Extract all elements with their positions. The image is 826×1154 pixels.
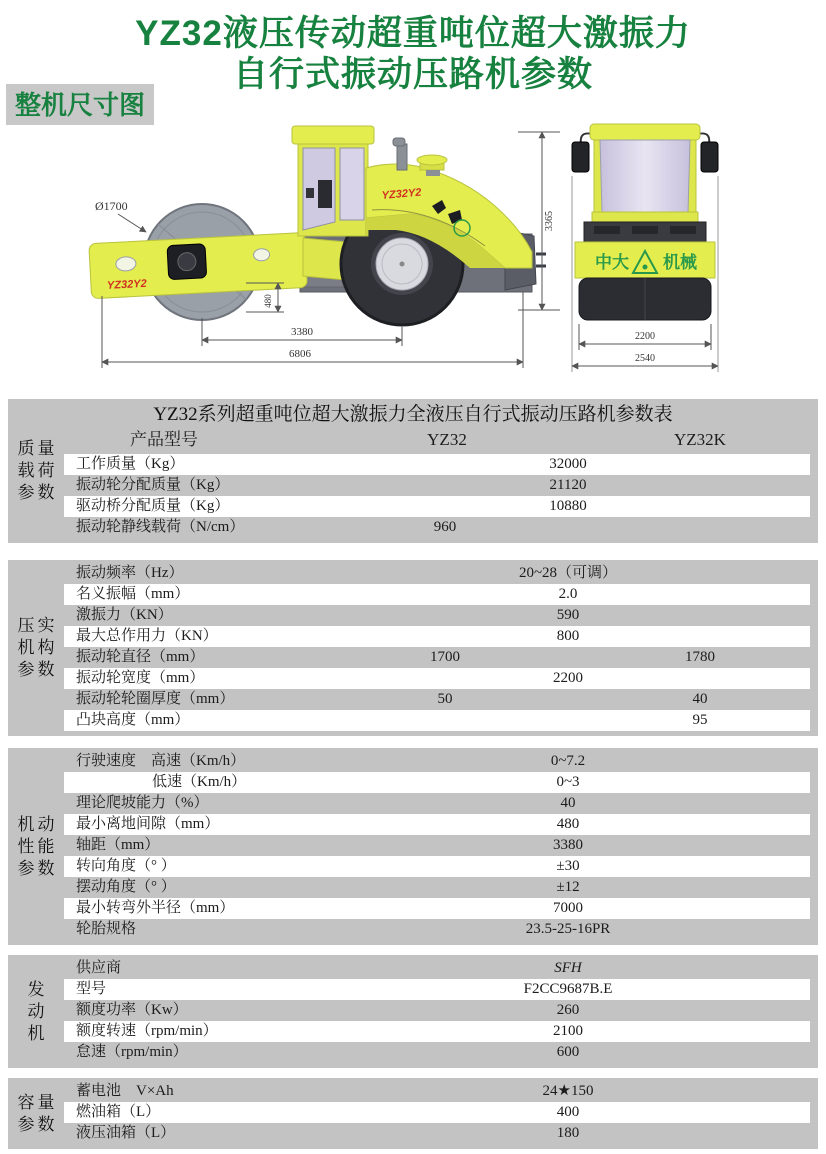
dim-ground-clearance: 480 (263, 294, 273, 308)
cab-rear-window (340, 148, 364, 220)
page-title-line2: 自行式振动压路机参数 (232, 55, 593, 94)
spec-row: 最小转弯外半径（mm） 7000 (64, 898, 810, 919)
spec-row: 最小离地间隙（mm） 480 (64, 814, 810, 835)
drum-model-decal: YZ32Y2 (106, 277, 148, 292)
rear-window (600, 140, 690, 212)
spec-table-capacity (8, 1078, 818, 1149)
header-col-yz32k: YZ32K (674, 430, 726, 449)
dim-drum-width: 2200 (635, 331, 655, 342)
operator-seat (318, 180, 332, 208)
spec-row: 低速（Km/h） 0~3 (64, 772, 810, 793)
spec-table-mobility (8, 748, 818, 945)
spec-row: 行驶速度 高速（Km/h） 0~7.2 (76, 753, 586, 769)
spec-row: 转向角度（° ） ±30 (64, 856, 810, 877)
section-label-capacity: 容量 参数 (17, 1092, 58, 1134)
hood-model-decal: YZ32Y2 (381, 186, 422, 202)
side-view (89, 126, 560, 368)
table-title: YZ32系列超重吨位超大激振力全液压自行式振动压路机参数表 (153, 404, 673, 425)
page-title-line1: YZ32液压传动超重吨位超大激振力 (135, 14, 691, 53)
spec-row: 工作质量（Kg） 32000 (64, 454, 810, 475)
cab-roof (292, 126, 374, 144)
spec-row: 额度转速（rpm/min） 2100 (64, 1021, 810, 1042)
brand-text-left: 中大 (595, 253, 629, 272)
left-mirror (572, 142, 589, 172)
header-product-model: 产品型号 (130, 430, 198, 449)
spec-row: 液压油箱（L） 180 (76, 1125, 580, 1141)
spec-row: 振动轮轮圈厚度（mm） 50 40 (76, 691, 708, 707)
dim-overall-width: 2540 (635, 353, 655, 364)
articulation-arm (303, 238, 346, 280)
spec-row: 振动轮分配质量（Kg） 21120 (76, 477, 587, 493)
section-label-mobility: 机动 性能 参数 (17, 814, 58, 878)
dim-overall-height: 3365 (544, 211, 555, 231)
spec-table-compaction (8, 560, 818, 736)
rear-view (572, 124, 718, 372)
spec-row: 供应商 SFH (76, 960, 582, 976)
rear-cab-roof (590, 124, 700, 140)
spec-row: 振动频率（Hz） 20~28（可调） (76, 565, 618, 581)
spec-row: 轮胎规格 23.5-25-16PR (76, 921, 611, 937)
spec-row: 燃油箱（L） 400 (64, 1102, 810, 1123)
table-header (8, 428, 818, 451)
spec-row: 驱动桥分配质量（Kg） 10880 (64, 496, 810, 517)
spec-row: 理论爬坡能力（%） 40 (76, 795, 576, 811)
spec-row: 名义振幅（mm） 2.0 (64, 584, 810, 605)
dim-wheelbase: 3380 (291, 326, 313, 338)
spec-row: 凸块高度（mm） 95 (64, 710, 810, 731)
spec-row: 振动轮直径（mm） 1700 1780 (76, 649, 715, 665)
right-mirror (701, 142, 718, 172)
spec-table-engine (8, 955, 818, 1068)
dim-overall-length: 6806 (289, 348, 311, 360)
spec-row: 振动轮宽度（mm） 2200 (64, 668, 810, 689)
section-label-mass-load: 质量 载荷 参数 (17, 439, 58, 502)
spec-row: 额度功率（Kw） 260 (76, 1002, 580, 1018)
spec-row: 轴距（mm） 3380 (76, 837, 583, 853)
section-label-compaction: 压实 机构 参数 (17, 616, 58, 679)
spec-row: 蓄电池 V×Ah 24★150 (76, 1083, 594, 1099)
spec-row: 激振力（KN） 590 (76, 607, 580, 623)
brand-text-right: 机械 (663, 253, 697, 272)
dimension-diagram-badge: 整机尺寸图 (6, 84, 154, 125)
spec-table-mass-load (8, 399, 818, 543)
spec-row: 振动轮静线载荷（N/cm） 960 (76, 519, 457, 535)
exhaust-pipe (397, 144, 407, 170)
drum-frame (89, 232, 308, 298)
machine-dimension-drawing (0, 118, 826, 390)
spec-row: 怠速（rpm/min） 600 (76, 1044, 580, 1060)
header-col-yz32: YZ32 (427, 430, 467, 449)
spec-row: 型号 F2CC9687B.E (64, 979, 810, 1000)
spec-row: 摆动角度（° ） ±12 (76, 879, 580, 895)
section-label-engine: 发 动 机 (27, 979, 48, 1043)
dim-drum-diameter: Ø1700 (95, 199, 128, 213)
spec-row: 最大总作用力（KN） 800 (64, 626, 810, 647)
